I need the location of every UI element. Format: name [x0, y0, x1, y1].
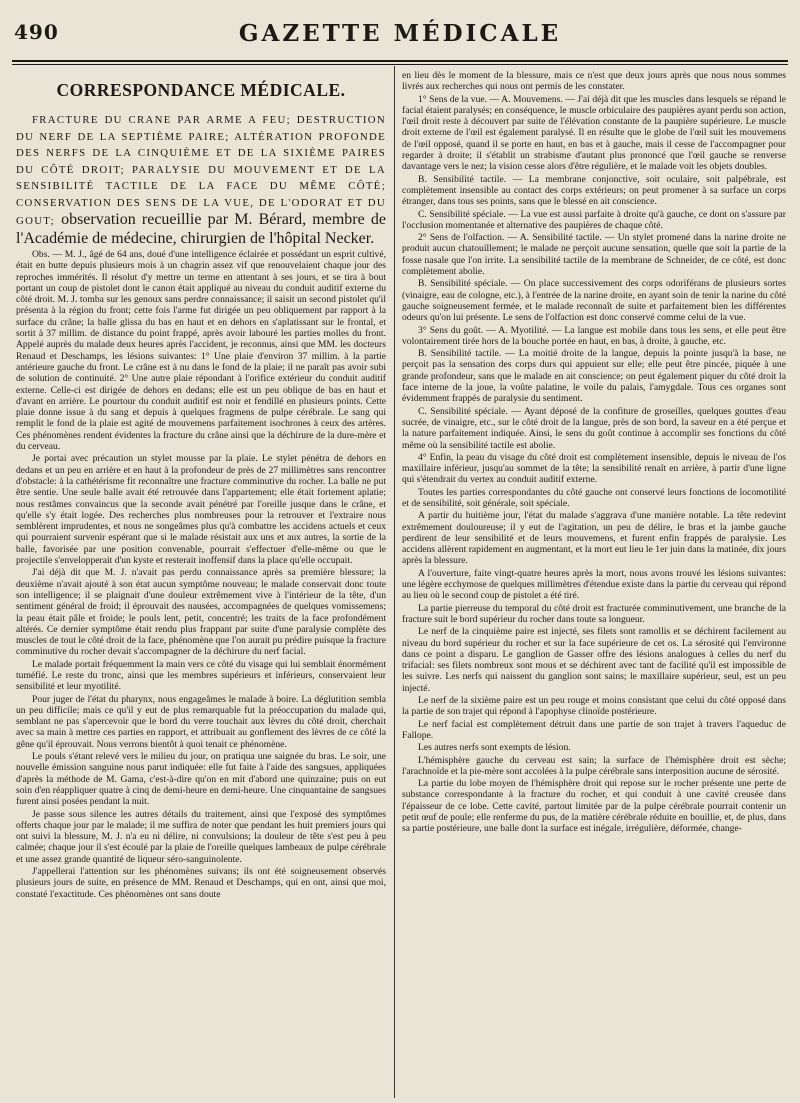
paragraph: Je passe sous silence les autres détails du traitement, ainsi que l'exposé des symptômes offerts chaque jour par le malade; il me suffira de noter que pendant les huit premiers jours qui ont suivi la blessure, M. J. n'a eu ni délire, ni convulsions; la douleur de tête s'est peu à peu calmée; chaque jour il s'est écoulé par la plaie de l'oreille quelques lambeaux de pulpe cérébrale et une assez grande quantité de liqueur séro-sanguinolente. [16, 808, 386, 865]
paragraph: Pour juger de l'état du pharynx, nous engageâmes le malade à boire. La déglutition sembla un peu difficile; mais ce qu'il y eut de plus remarquable fut la préoccupation du malade qui, semblant ne pas s'apercevoir que le bord du verre touchait aux lèvres du côté droit, cherchait avec sa main à mettre ces parties en rapport, et attribuait au gonflement des lèvres de ce côté la gêne qu'il éprouvait. Nous verrons bientôt à quoi tenait ce phénomène. [16, 693, 386, 750]
paragraph: Les autres nerfs sont exempts de lésion. [418, 742, 571, 754]
paragraph: A partir du huitième jour, l'état du malade s'aggrava d'une manière notable. La tête redevint extrêmement douloureuse; il y eut de l'agitation, un peu de délire, le bras et la jambe gauche perdirent de leur sensibilité et de leurs mouvemens, et furent enfin frappés de paralysie. Les accidens allèrent rapidement en augmentant, et la mort eut lieu le 1er juin dans la matinée, dix jours après la blessure. [402, 510, 786, 567]
paragraph: Le pouls s'étant relevé vers le milieu du jour, on pratiqua une saignée du bras. Le soir, une nouvelle émission sanguine nous parut indiquée: elle fut faite à l'aide des sangsues, appliquées d'après la méthode de M. Gama, c'est-à-dire qu'on en mit d'abord une quinzaine; puis on eut soin d'en réappliquer quatre à cinq de demi-heure en demi-heure. Une cinquantaine de sangsues furent ainsi posées pendant la nuit. [16, 751, 386, 808]
paragraph: B. Sensibilité tactile. — La membrane conjonctive, soit oculaire, soit palpébrale, est complètement insensible au contact des corps extérieurs; on peut promener à sa surface un corps étranger, dans tous ses points, sans que le blessé en ait conscience. [402, 173, 786, 208]
journal-title: GAZETTE MÉDICALE [238, 20, 562, 47]
paragraph: Le nerf de la cinquième paire est injecté, ses filets sont ramollis et se déchirent facilement au niveau du bord supérieur du rocher et sur la face supérieure de cet os. La sérosité qui l'environne dans ce point a disparu. Le ganglion de Gasser offre des lésions analogues à celles du nerf du trifacial: ses filets nombreux sont mous et se déchirent avec tant de facilité qu'il est impossible de les suivre. Les nerfs qui naissent du ganglion sont sains; le maxillaire supérieur, seul, est un peu injecté. [402, 626, 786, 694]
paragraph: Obs. — M. J., âgé de 64 ans, doué d'une intelligence éclairée et possédant un esprit cultivé, était en butte depuis plusieurs mois à un chagrin assez vif que renouvelaient chaque jour des reproches immérités. Il résolut d'y mettre un terme en attentant à ses jours, et se tira à bout portant un coup de pistolet dont le canon était appliqué au niveau du conduit auditif externe du côté droit. M. J. tomba sur les genoux sans perdre connaissance; il saisit un second pistolet qu'il présenta à la région du front; cette fois l'arme fut dirigée un peu obliquement par rapport à la surface du crâne; la balle glissa du bas en haut et en dehors en s'aplatissant sur le frontal, et sortit à 37 millim. de distance du point frappé, après avoir labouré les parties molles du front. Appelé auprès du malade deux heures après l'accident, je reconnus, ainsi que MM. les docteurs Renaud et Deschamps, les lésions suivantes: 1° Une plaie d'environ 37 millim. à la partie antérieure gauche du front. Le crâne est à nu dans le fond de la plaie; il ne paraît pas avoir subi de solution de continuité. 2° Une autre plaie répondant à l'orifice extérieur du conduit auditif externe. Celle-ci est dirigée de dehors en dedans; elle est un peu oblique de bas en haut et d'avant en arrière. Le pourtour du conduit auditif est noir et fendillé en plusieurs points. Cette plaie donne issue à du sang et depuis à quelques fragmens de pulpe cérébrale. Le sang qui remplit le fond de la plaie est agité de mouvemens parfaitement isochrones à ceux des artères. Ces phénomènes rendent évidentes la fracture du crâne ainsi que la déchirure de la dure-mère et du cerveau. [16, 249, 386, 453]
column-divider [394, 66, 395, 1098]
right-column [402, 70, 786, 1098]
page-number: 490 [14, 20, 59, 44]
paragraph: L'hémisphère gauche du cerveau est sain; la surface de l'hémisphère droit est sèche; l'arachnoïde et la pie-mère sont accolées à la pulpe cérébrale sans interposition aucune de sérosité. [402, 754, 786, 777]
paragraph: Le nerf de la sixième paire est un peu rouge et moins consistant que celui du côté opposé dans la partie de son trajet qui répond à l'apophyse clinoïde postérieure. [402, 695, 786, 718]
paragraph: C. Sensibilité spéciale. — Ayant déposé de la confiture de groseilles, quelques gouttes d'eau sucrée, de vinaigre, etc., sur le côté droit de la langue, près de son bord, la saveur en a été perçue et la nature parfaitement indiquée. Ainsi, le sens du goût continue à accomplir ses fonctions du côté même où la sensibilité tactile est abolie. [402, 405, 786, 451]
paragraph: B. Sensibilité spéciale. — On place successivement des corps odoriférans de plusieurs sortes (vinaigre, eau de cologne, etc.), à l'entrée de la narine droite, en ayant soin de tenir la narine du côté gauche soigneusement fermée, et le malade reconnaît de suite et parfaitement bien les différentes odeurs qu'on lui présente. Le sens de l'olfaction est donc conservé comme celui de la vue. [402, 278, 786, 324]
left-column-body [16, 249, 386, 900]
paragraph: 2° Sens de l'olfaction. — A. Sensibilité tactile. — Un stylet promené dans la narine droite ne produit aucun chatouillement; le malade ne perçoit aucune sensation, quelle que soit la partie de la fosse nasale que l'on irrite. La sensibilité tactile de la membrane de Schneider, de ce côté, est donc complètement abolie. [402, 232, 786, 278]
left-column [16, 70, 386, 1098]
paragraph: J'ai déjà dit que M. J. n'avait pas perdu connaissance après sa première blessure; la deuxième n'avait ajouté à son état aucun symptôme nouveau; le malade conservait donc toute son intelligence; il se plaignait d'une douleur extrêmement vive à l'intérieur de la tête, d'un sentiment général de froid; il éprouvait des nausées, accompagnées de quelques vomissemens; la peau était pâle et froide; le pouls lent, petit, concentré; les traits de la face profondément altérés. Ce dernier symptôme était rendu plus frappant par suite d'une paralysie complète des muscles de tout le côté droit de la face, phénomène que l'on aurait pu prédire puisque la fracture comminutive du rocher devait s'accompagner de la déchirure du nerf facial. [16, 567, 386, 658]
paragraph: 3° Sens du goût. — A. Myotilité. — La langue est mobile dans tous les sens, et elle peut être volontairement tirée hors de la bouche portée en haut, en bas, à droite, à gauche, etc. [402, 324, 786, 347]
article-title [16, 112, 386, 248]
page-header [0, 0, 800, 60]
paragraph: Toutes les parties correspondantes du côté gauche ont conservé leurs fonctions de locomotilité et de sensibilité, soit générale, soit spéciale. [402, 486, 786, 509]
right-column-body [402, 70, 786, 835]
header-rule-thick [12, 60, 788, 62]
paragraph: J'appellerai l'attention sur les phénomènes suivans; ils ont été soigneusement observés plusieurs jours de suite, en présence de MM. Renaud et Deschamps, qui en ont, ainsi que moi, constaté l'exactitude. Ces phénomènes ont sans doute [16, 866, 386, 900]
paragraph: 1° Sens de la vue. — A. Mouvemens. — J'ai déjà dit que les muscles dans lesquels se répand le facial étaient paralysés; en conséquence, le muscle orbiculaire des paupières ayant perdu son action, l'œil droit reste à découvert par suite de l'élévation constante de la paupière supérieure. Le muscle droit externe de l'œil est également paralysé. Il en résulte que le globe de l'œil suit les mouvemens de l'œil opposé, quand il se porte en haut, en bas et à gauche, mais il cesse de l'accompagner pour regarder à droite; il s'établit un strabisme d'autant plus prononcé que l'œil gauche se renverse davantage vers le nez; la vision cesse alors d'être régulière, et le malade voit les objets doubles. [402, 93, 786, 173]
paragraph: La partie du lobe moyen de l'hémisphère droit qui repose sur le rocher présente une perte de substance correspondante à la fracture du rocher, et qui conduit à une cavité creusée dans l'épaisseur de ce lobe. Cette cavité, partout limitée par de la pulpe cérébrale pourrait contenir un petit œuf de poule; elle renferme du pus, de la matière cérébrale réduite en bouillie, et, de plus, dans sa partie postérieure, une balle dont la surface est inégale, irrégulière, déformée, change- [402, 778, 786, 835]
article-author-line: observation recueillie par M. Bérard, membre de l'Académie de médecine, chirurgien de l'hôpital Necker. [16, 211, 386, 247]
paragraph: en lieu dès le moment de la blessure, mais ce n'est que deux jours après que nous nous sommes livrés aux recherches qui nous ont permis de les constater. [402, 70, 786, 93]
paragraph: C. Sensibilité spéciale. — La vue est aussi parfaite à droite qu'à gauche, ce dont on s'assure par l'occlusion momentanée et alternative des paupières de chaque côté. [402, 208, 786, 231]
paragraph: B. Sensibilité tactile. — La moitié droite de la langue, depuis la pointe jusqu'à la base, ne perçoit pas la sensation des corps durs qui appuient sur elle; elle peut être pincée, piquée à une grande profondeur, sans que le malade en ait conscience; on peut également piquer du côté droit la face interne de la joue, la voûte palatine, le voile du palais, l'amygdale. Tous ces organes sont évidemment frappés de paralysie du sentiment. [402, 348, 786, 405]
section-heading: CORRESPONDANCE MÉDICALE. [56, 80, 346, 100]
paragraph: Le nerf facial est complètement détruit dans une partie de son trajet à travers l'aqueduc de Fallope. [402, 718, 786, 741]
article-title-caps: FRACTURE DU CRANE PAR ARME A FEU; DESTRUCTION DU NERF DE LA SEPTIÈME PAIRE; ALTÉRATION PROFONDE DES NERFS DE LA CINQUIÈME ET DE LA SIXIÈME PAIRES DU CÔTÉ DROIT; PARALYSIE DU MOUVEMENT ET DE LA SENSIBILITÉ TACTILE DE LA FACE DU MÊME CÔTÉ; CONSERVATION DES SENS DE LA VUE, DE L'ODORAT ET DU GOUT; [16, 114, 386, 227]
paragraph: A l'ouverture, faite vingt-quatre heures après la mort, nous avons trouvé les lésions suivantes: une légère ecchymose de quelques millimètres d'étendue existe dans la partie du cerveau qui répond au lieu où le second coup de pistolet a été tiré. [402, 567, 786, 602]
paragraph: Je portai avec précaution un stylet mousse par la plaie. Le stylet pénétra de dehors en dedans et un peu en arrière et en haut à la profondeur de près de 27 millimètres sans rencontrer d'obstacle: à la cathétérisme fit reconnaître une fracture comminutive du rocher. La balle ne put être sentie. Une seule balle avait été retrouvée dans l'appartement; elle était fortement aplatie; nous restâmes convaincus que la seconde avait pénétré par l'oreille jusque dans le crâne, et qu'elle s'y était logée. Des recherches plus nombreuses pour la retrouver et l'extraire nous semblèrent imprudentes, et nous ne songeâmes plus qu'à combattre les accidens actuels et ceux qui pourraient survenir espérant que si le malade résistait aux uns et aux autres, la sortie de la balle, favorisée par une position convenable, pourrait s'effectuer d'elle-même ou que le projectile s'envelopperait d'un kyste et resterait inoffensif dans la place qu'elle occupait. [16, 453, 386, 567]
header-rule-thin [12, 64, 788, 65]
paragraph: La partie pierreuse du temporal du côté droit est fracturée comminutivement, une branche de la fracture suit le bord supérieur du rocher dans toute sa longueur. [402, 602, 786, 625]
paragraph: Le malade portait fréquemment la main vers ce côté du visage qui lui semblait énormément tuméfié. Le reste du tronc, ainsi que les membres supérieurs et inférieurs, conservaient leur sensibilité et leur myotilité. [16, 658, 386, 693]
paragraph: 4° Enfin, la peau du visage du côté droit est complètement insensible, depuis le niveau de l'os maxillaire inférieur, jusqu'au sommet de la tête; la sensibilité renaît en arrière, à partir d'une ligne qui s'étendrait du vertex au conduit auditif externe. [402, 451, 786, 486]
